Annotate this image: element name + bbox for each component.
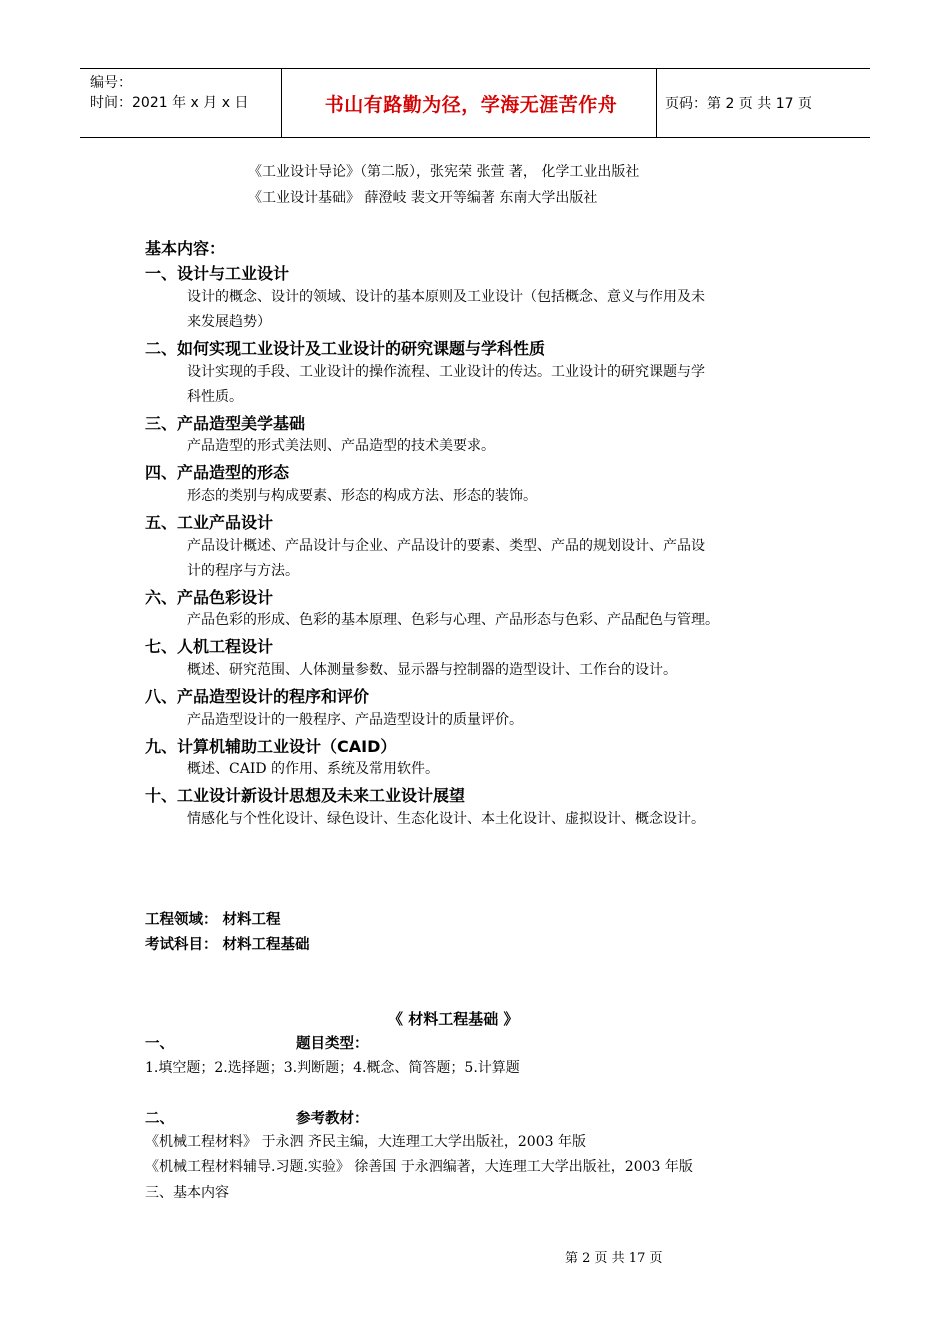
- header-divider: [656, 69, 657, 137]
- section-text: 产品设计概述、产品设计与企业、产品设计的要素、类型、产品的规划设计、产品设: [187, 538, 705, 554]
- section-text: 形态的类别与构成要素、形态的构成方法、形态的装饰。: [187, 488, 537, 504]
- section-text: 设计的概念、设计的领域、设计的基本原则及工业设计（包括概念、意义与作用及未: [187, 289, 705, 305]
- section-title: 十、工业设计新设计思想及未来工业设计展望: [145, 786, 466, 805]
- textbook-line: 《机械工程材料辅导.习题.实验》 徐善国 于永泗编著，大连理工大学出版社，2003 年版: [145, 1159, 693, 1175]
- header-meta: [90, 73, 248, 113]
- section-text: 计的程序与方法。: [187, 563, 299, 579]
- header-code: 编号：: [90, 75, 132, 91]
- course-title: 《 材料工程基础 》: [388, 1010, 519, 1028]
- reference-line: 《工业设计基础》 薛澄岐 裴文开等编著 东南大学出版社: [248, 190, 598, 206]
- section-title: 八、产品造型设计的程序和评价: [145, 687, 370, 706]
- engineering-field: 工程领域： 材料工程: [145, 912, 281, 928]
- page-header: [80, 68, 870, 138]
- header-page-number: 页码：第 2 页 共 17 页: [665, 96, 812, 112]
- part-label: 题目类型：: [296, 1036, 369, 1052]
- page-footer: 第 2 页 共 17 页: [565, 1251, 663, 1266]
- section-text: 产品色彩的形成、色彩的基本原理、色彩与心理、产品形态与色彩、产品配色与管理。: [187, 612, 719, 628]
- section-title: 六、产品色彩设计: [145, 588, 274, 607]
- header-motto: 书山有路勤为径，学海无涯苦作舟: [324, 93, 618, 116]
- section-title: 一、设计与工业设计: [145, 264, 290, 283]
- section-title: 五、工业产品设计: [145, 513, 274, 532]
- textbook-line: 《机械工程材料》 于永泗 齐民主编，大连理工大学出版社，2003 年版: [145, 1134, 586, 1150]
- section-title: 三、产品造型美学基础: [145, 414, 306, 433]
- part-heading: 三、基本内容: [145, 1185, 229, 1201]
- section-title: 七、人机工程设计: [145, 637, 274, 656]
- reference-line: 《工业设计导论》（第二版），张宪荣 张萱 著， 化学工业出版社: [248, 164, 640, 180]
- section-title: 二、如何实现工业设计及工业设计的研究课题与学科性质: [145, 339, 546, 358]
- section-text: 概述、研究范围、人体测量参数、显示器与控制器的造型设计、工作台的设计。: [187, 662, 677, 678]
- part-number: 一、: [145, 1036, 174, 1052]
- part-label: 参考教材：: [296, 1111, 369, 1127]
- question-types: 1.填空题；2.选择题；3.判断题；4.概念、简答题；5.计算题: [145, 1060, 520, 1076]
- section-title: 四、产品造型的形态: [145, 463, 290, 482]
- header-divider: [281, 69, 282, 137]
- section-text: 科性质。: [187, 389, 243, 405]
- part-number: 二、: [145, 1111, 174, 1127]
- header-time: 时间：2021 年 x 月 x 日: [90, 95, 249, 111]
- exam-subject: 考试科目： 材料工程基础: [145, 937, 310, 953]
- section-text: 概述、CAID 的作用、系统及常用软件。: [187, 761, 440, 777]
- section-text: 情感化与个性化设计、绿色设计、生态化设计、本土化设计、虚拟设计、概念设计。: [187, 811, 705, 827]
- section-text: 设计实现的手段、工业设计的操作流程、工业设计的传达。工业设计的研究课题与学: [187, 364, 705, 380]
- content-heading: 基本内容：: [145, 239, 226, 258]
- section-title: 九、计算机辅助工业设计（CAID）: [145, 737, 397, 756]
- section-text: 产品造型的形式美法则、产品造型的技术美要求。: [187, 438, 495, 454]
- section-text: 来发展趋势）: [187, 314, 271, 330]
- section-text: 产品造型设计的一般程序、产品造型设计的质量评价。: [187, 712, 523, 728]
